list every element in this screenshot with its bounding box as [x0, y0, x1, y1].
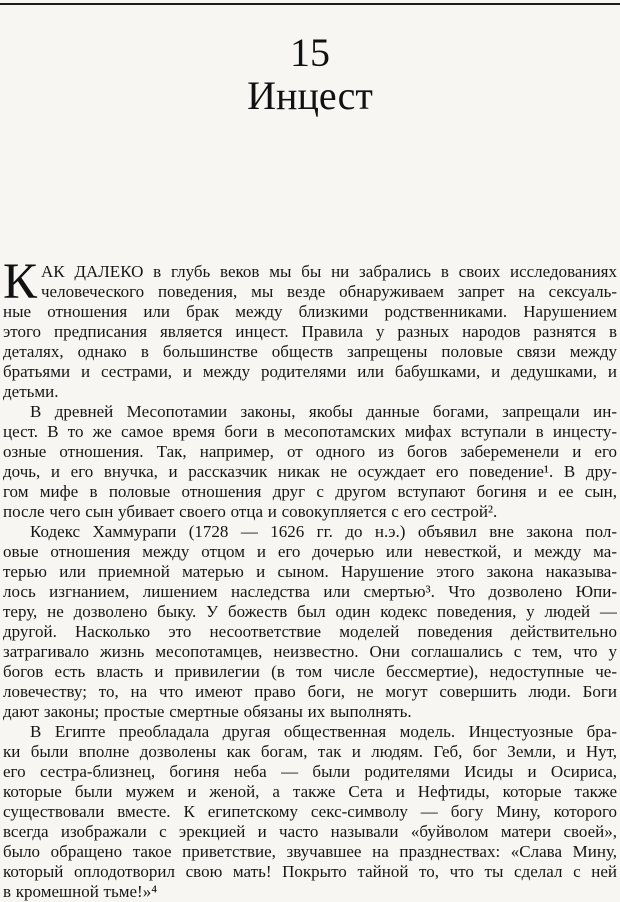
text-line: всегда изображали с эрекцией и часто называли «буйволом матери своей»,	[3, 822, 617, 841]
text-line: дочь, и его внучка, и рассказчик никак не осуждает его поведение¹. В дру-	[3, 462, 617, 481]
paragraph	[3, 402, 617, 522]
text-line: этого предписания является инцест. Правила у разных народов разнятся в	[3, 322, 617, 341]
text-line: терью или приемной матерью и сыном. Нарушение этого закона наказыва-	[3, 562, 617, 581]
text-line: было обращено такое приветствие, звучавшее на празднествах: «Слава Мину,	[3, 842, 617, 861]
text-line: цест. В то же самое время боги в месопотамских мифах вступали в инцесту-	[3, 422, 617, 441]
chapter-title: Инцест	[247, 73, 373, 118]
text-line: деталях, однако в большинстве обществ запрещены половые связи между	[3, 342, 617, 361]
text-line: детьми.	[3, 382, 59, 401]
text-line: дают законы; простые смертные обязаны их выполнять.	[3, 702, 412, 721]
page-body-text	[3, 254, 617, 902]
text-line: ные отношения или брак между близкими родственниками. Нарушением	[3, 302, 617, 321]
text-line: АК ДАЛЕКО в глубь веков мы бы ни забрались в своих исследованиях	[41, 262, 617, 281]
text-line: человеческого поведения, мы везде обнаруживаем запрет на сексуаль-	[41, 282, 617, 301]
text-line: В Египте преобладала другая общественная модель. Инцестуозные бра-	[30, 722, 617, 741]
text-line: ки были вполне дозволены как богам, так и людям. Геб, бог Земли, и Нут,	[3, 742, 617, 761]
chapter-number: 15	[290, 30, 330, 75]
text-line: гом мифе в половые отношения друг с другом вступают богиня и ее сын,	[3, 482, 617, 501]
page-top-rule	[0, 3, 620, 5]
text-line: овые отношения между отцом и его дочерью или невесткой, и между ма-	[3, 542, 617, 561]
text-line: затрагивало жизнь месопотамцев, неизвестно. Они соглашались с тем, что у	[3, 642, 617, 661]
text-line: теру, не дозволено быку. У божеств был один кодекс поведения, у людей —	[3, 602, 617, 621]
text-line: озные отношения. Так, например, от одного из богов забеременели и его	[3, 442, 617, 461]
text-line: В древней Месопотамии законы, якобы данные богами, запрещали ин-	[30, 402, 617, 421]
text-line: ловечеству; то, на что имеют право боги, не могут совершить люди. Боги	[3, 682, 617, 701]
text-line: которые были мужем и женой, а также Сета и Нефтиды, которые также	[3, 782, 617, 801]
paragraph	[3, 254, 617, 402]
text-line: Кодекс Хаммурапи (1728 — 1626 гг. до н.э.) объявил вне закона пол-	[30, 522, 617, 541]
text-line: братьями и сестрами, и между родителями или бабушками, и дедушками, и	[3, 362, 617, 381]
drop-cap: К	[3, 254, 38, 310]
text-line: лось изгнанием, лишением наследства или смертью³. Что дозволено Юпи-	[3, 582, 617, 601]
text-line: после чего сын убивает своего отца и совокупляется с его сестрой².	[3, 502, 498, 521]
text-line: другой. Насколько это несоответствие моделей поведения действительно	[3, 622, 617, 641]
text-line: который оплодотворил свою мать! Покрыто тайной то, что ты сделал с ней	[3, 862, 617, 881]
text-line: в кромешной тьме!»⁴	[3, 882, 158, 901]
text-line: существовали вместе. К египетскому секс-символу — богу Мину, которого	[3, 802, 617, 821]
text-line: богов есть власть и привилегии (в том числе бессмертие), недоступные че-	[3, 662, 617, 681]
paragraph	[3, 522, 617, 722]
paragraph	[3, 722, 617, 902]
text-line: его сестра-близнец, богиня неба — были родителями Исиды и Осириса,	[3, 762, 617, 781]
